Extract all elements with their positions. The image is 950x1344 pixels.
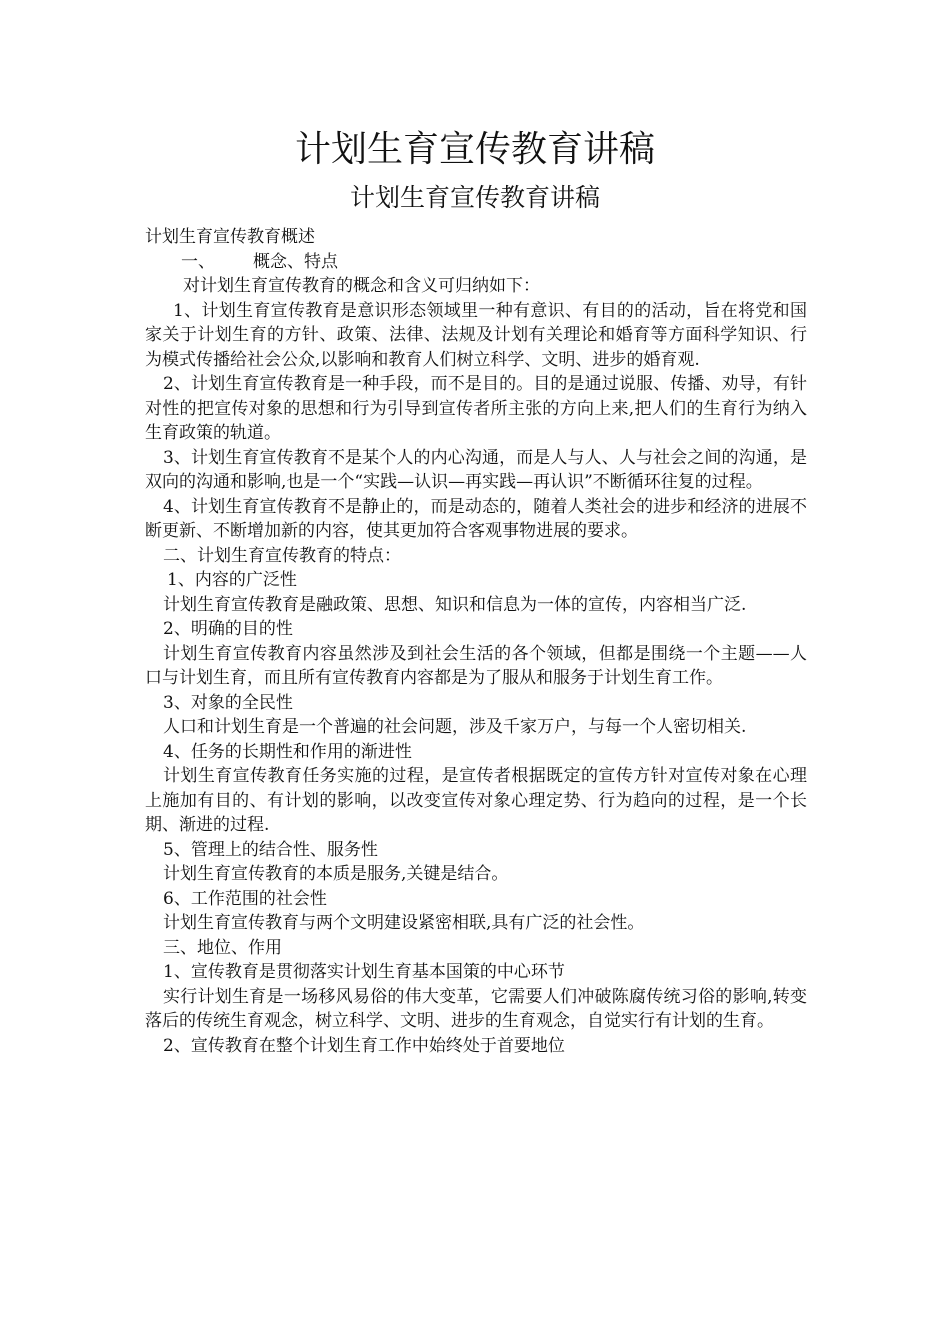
paragraph: 人口和计划生育是一个普遍的社会问题，涉及千家万户，与每一个人密切相关. bbox=[163, 717, 747, 737]
paragraph: 计划生育宣传教育的本质是服务,关键是结合。 bbox=[163, 864, 509, 884]
section-heading: 计划生育宣传教育概述 bbox=[145, 227, 315, 247]
paragraph: 计划生育宣传教育任务实施的过程，是宣传者根据既定的宣传方针对宣传对象在心理上施加有目的、有计划的影响，以改变宣传对象心理定势、行为趋向的过程，是一个长期、渐进的过程. bbox=[145, 766, 807, 835]
document-body bbox=[145, 225, 807, 1058]
subsection-heading: 1、内容的广泛性 bbox=[167, 570, 297, 590]
section-heading: 二、计划生育宣传教育的特点： bbox=[163, 545, 401, 566]
document-title: 计划生育宣传教育讲稿 bbox=[294, 129, 655, 170]
paragraph: 计划生育宣传教育是融政策、思想、知识和信息为一体的宣传，内容相当广泛. bbox=[163, 594, 747, 615]
section-heading: 三、地位、作用 bbox=[163, 937, 282, 958]
paragraph: 1、计划生育宣传教育是意识形态领域里一种有意识、有目的的活动，旨在将党和国家关于计划生育的方针、政策、法律、法规及计划有关理论和婚育等方面科学知识、行为模式传播给社会公众,以影响和教育人们树立科学、文明、进步的婚育观. bbox=[145, 300, 807, 370]
paragraph: 计划生育宣传教育与两个文明建设紧密相联,具有广泛的社会性。 bbox=[163, 913, 645, 933]
outline-heading bbox=[145, 250, 807, 275]
paragraph: 实行计划生育是一场移风易俗的伟大变革，它需要人们冲破陈腐传统习俗的影响,转变落后的传统生育观念，树立科学、文明、进步的生育观念，自觉实行有计划的生育。 bbox=[145, 986, 807, 1031]
paragraph: 计划生育宣传教育内容虽然涉及到社会生活的各个领域，但都是围绕一个主题——人口与计划生育，而且所有宣传教育内容都是为了服从和服务于计划生育工作。 bbox=[145, 643, 807, 688]
subsection-heading: 3、对象的全民性 bbox=[163, 692, 293, 713]
paragraph: 对计划生育宣传教育的概念和含义可归纳如下： bbox=[183, 276, 540, 296]
subsection-heading: 4、任务的长期性和作用的渐进性 bbox=[163, 741, 412, 762]
subsection-heading: 5、管理上的结合性、服务性 bbox=[163, 839, 378, 860]
document-subtitle: 计划生育宣传教育讲稿 bbox=[349, 183, 600, 212]
subsection-heading: 1、宣传教育是贯彻落实计划生育基本国策的中心环节 bbox=[163, 962, 565, 982]
subsection-heading: 2、宣传教育在整个计划生育工作中始终处于首要地位 bbox=[163, 1035, 565, 1056]
paragraph: 3、计划生育宣传教育不是某个人的内心沟通，而是人与人、人与社会之间的沟通，是双向的沟通和影响,也是一个“实践—认识—再实践—再认识”不断循环往复的过程。 bbox=[145, 447, 807, 492]
subsection-heading: 6、工作范围的社会性 bbox=[163, 888, 327, 909]
outline-text: 概念、特点 bbox=[253, 251, 338, 272]
paragraph: 4、计划生育宣传教育不是静止的，而是动态的，随着人类社会的进步和经济的进展不断更新、不断增加新的内容，使其更加符合客观事物进展的要求。 bbox=[145, 496, 807, 541]
paragraph: 2、计划生育宣传教育是一种手段，而不是目的。目的是通过说服、传播、劝导，有针对性的把宣传对象的思想和行为引导到宣传者所主张的方向上来,把人们的生育行为纳入生育政策的轨道。 bbox=[145, 374, 807, 443]
outline-number: 一、 bbox=[181, 251, 215, 272]
subsection-heading: 2、明确的目的性 bbox=[163, 619, 293, 639]
